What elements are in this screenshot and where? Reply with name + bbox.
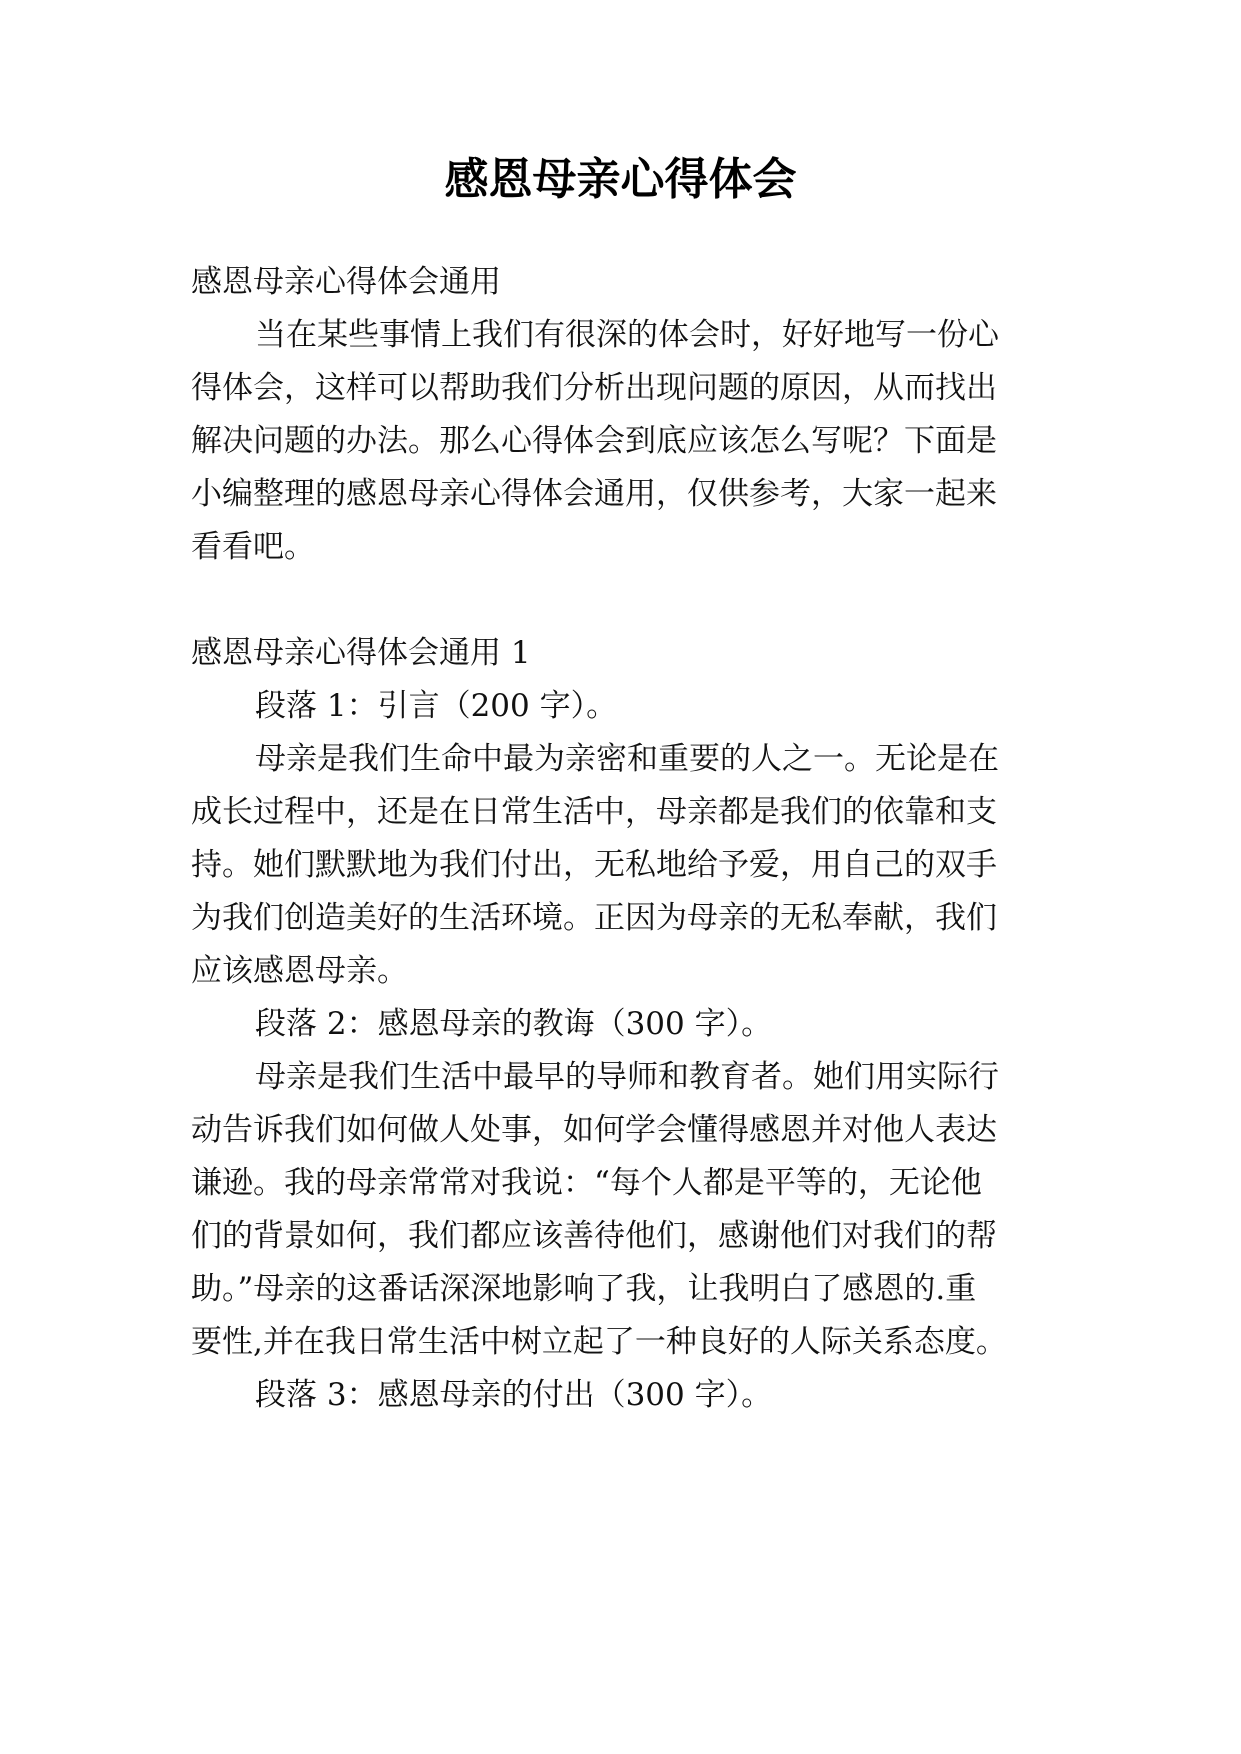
paragraph-line: 持。她们默默地为我们付出，无私地给予爱，用自己的双手 [191,847,997,883]
paragraph-heading: 段落 3：感恩母亲的付出（300 字）。 [255,1377,773,1413]
paragraph-line: 解决问题的办法。那么心得体会到底应该怎么写呢？下面是 [191,423,997,459]
section-heading: 感恩母亲心得体会通用 1 [191,635,531,671]
paragraph-line: 们的背景如何，我们都应该善待他们，感谢他们对我们的帮 [191,1218,997,1254]
paragraph-line: 应该感恩母亲。 [191,953,408,989]
paragraph-line: 母亲是我们生命中最为亲密和重要的人之一。无论是在 [255,741,999,777]
paragraph-line: 为我们创造美好的生活环境。正因为母亲的无私奉献，我们 [191,900,997,936]
document-title: 感恩母亲心得体会 [444,154,797,205]
paragraph-line: 成长过程中，还是在日常生活中，母亲都是我们的依靠和支 [191,794,997,830]
paragraph-line: 母亲是我们生活中最早的导师和教育者。她们用实际行 [255,1059,999,1095]
paragraph-line: 要性,并在我日常生活中树立起了一种良好的人际关系态度。 [191,1324,1007,1360]
paragraph-heading: 段落 2：感恩母亲的教诲（300 字）。 [255,1006,773,1042]
paragraph-line: 谦逊。我的母亲常常对我说：“每个人都是平等的，无论他 [191,1165,982,1201]
paragraph-line: 看看吧。 [191,529,315,565]
section-heading: 感恩母亲心得体会通用 [191,264,501,300]
paragraph-line: 动告诉我们如何做人处事，如何学会懂得感恩并对他人表达 [191,1112,997,1148]
paragraph-line: 得体会，这样可以帮助我们分析出现问题的原因，从而找出 [191,370,997,406]
paragraph-line: 当在某些事情上我们有很深的体会时，好好地写一份心 [255,317,999,353]
paragraph-line: 小编整理的感恩母亲心得体会通用，仅供参考，大家一起来 [191,476,997,512]
paragraph-heading: 段落 1：引言（200 字）。 [255,688,618,724]
paragraph-line: 助。”母亲的这番话深深地影响了我，让我明白了感恩的.重 [191,1271,977,1307]
